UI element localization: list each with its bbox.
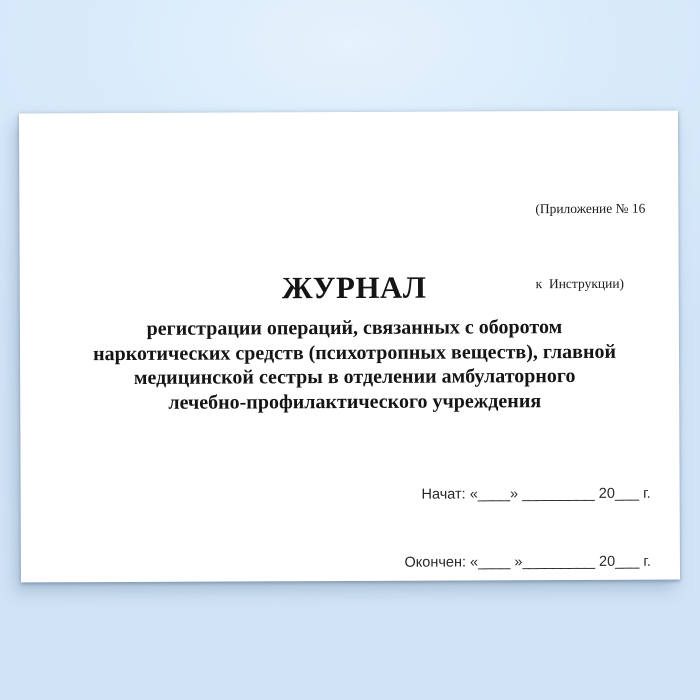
journal-subtitle-line: наркотических средств (психотропных веществ), главной xyxy=(92,340,617,365)
journal-subtitle xyxy=(30,315,679,416)
journal-subtitle-line: регистрации операций, связанных с оборотом xyxy=(146,316,563,340)
date-finished-line: Окончен: «____ »_________ 20___ г. xyxy=(404,553,651,571)
appendix-annotation-line1: (Приложение № 16 xyxy=(535,200,646,217)
appendix-annotation-line2: к Инструкции) xyxy=(535,275,625,292)
journal-title: ЖУРНАЛ xyxy=(281,269,427,306)
date-started-line: Начат: «____» _________ 20___ г. xyxy=(421,485,651,503)
journal-subtitle-line: медицинской сестры в отделении амбулаторного xyxy=(133,365,576,389)
journal-subtitle-line: лечебно-профилактического учреждения xyxy=(168,389,542,414)
journal-cover-page xyxy=(19,111,680,583)
date-fields xyxy=(404,452,651,623)
